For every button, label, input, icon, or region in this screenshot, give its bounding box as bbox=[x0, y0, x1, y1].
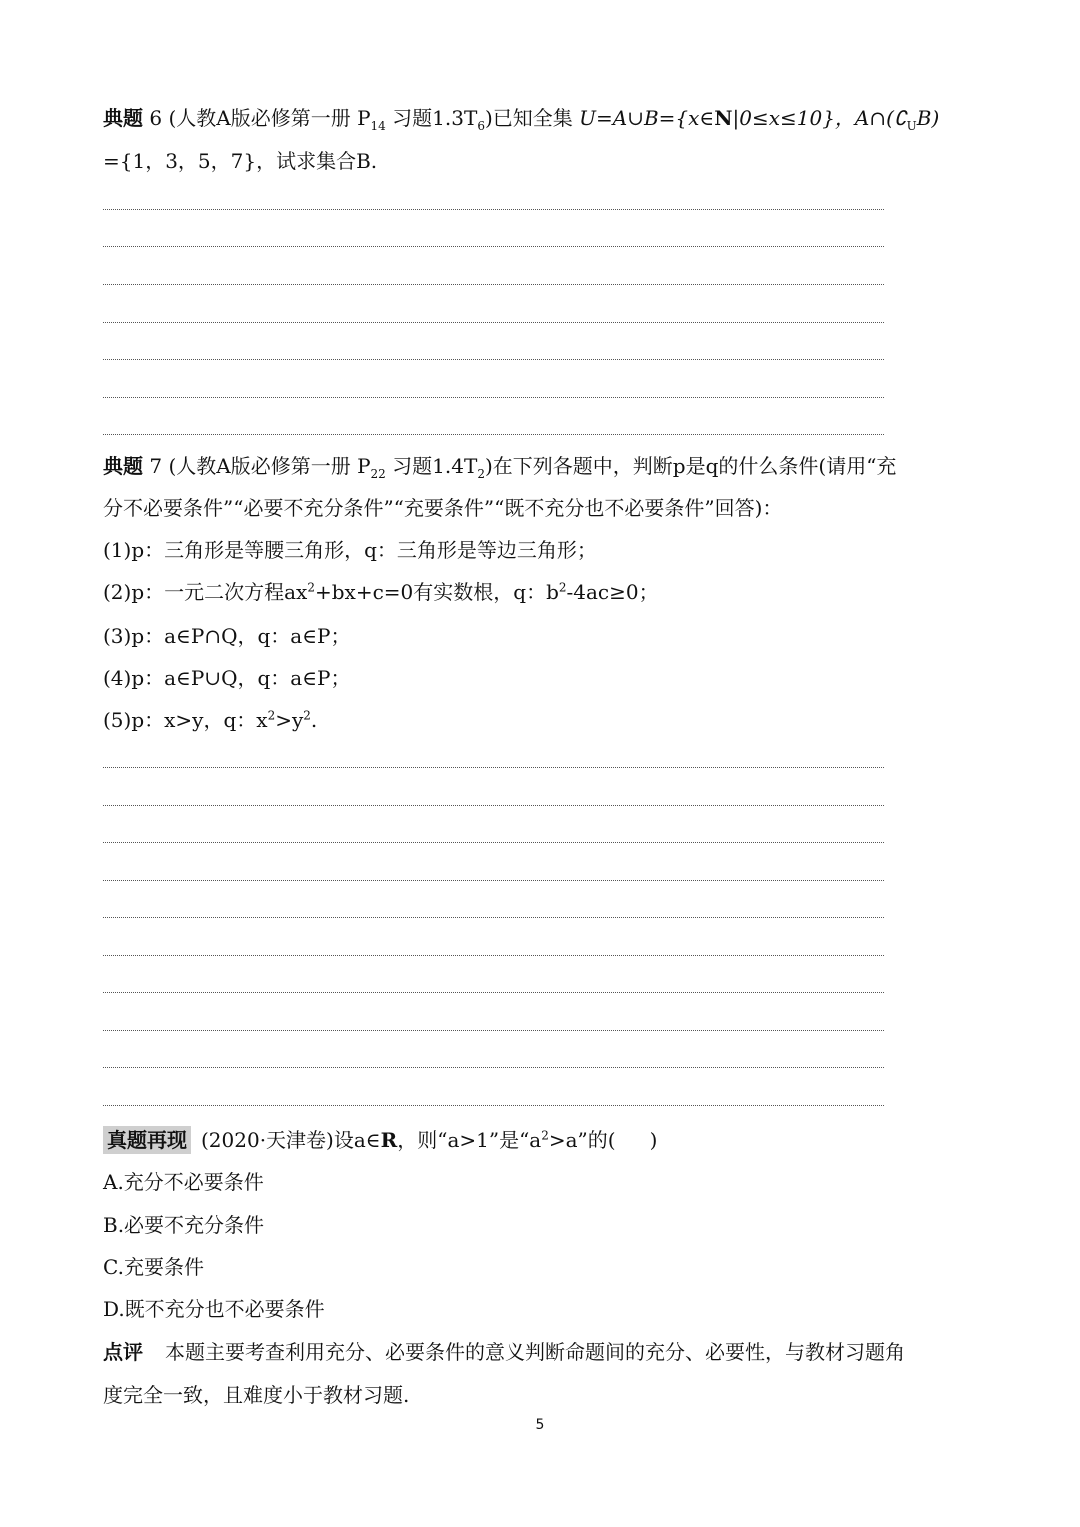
problem6-text-c: |0≤x≤10}，A∩(∁ bbox=[732, 106, 907, 130]
item2-sup1: 2 bbox=[307, 580, 315, 595]
problem6-text-a: 已知全集 bbox=[492, 106, 573, 130]
problem7-number: 7 bbox=[149, 454, 163, 478]
problem6-exercise-sub: 6 bbox=[477, 119, 485, 133]
item5-a: (5)p：x>y，q：x bbox=[103, 708, 268, 732]
real-exam-R: R bbox=[380, 1128, 398, 1152]
problem6-label: 典题 bbox=[103, 106, 143, 130]
answer-line[interactable] bbox=[103, 1030, 884, 1031]
option-c: C.充要条件 bbox=[103, 1255, 204, 1279]
problem6-line1 bbox=[103, 104, 939, 132]
problem6-text-b: U=A∪B={x∈ bbox=[579, 106, 715, 130]
item5-c: . bbox=[310, 708, 318, 732]
real-exam-sup: 2 bbox=[541, 1128, 549, 1143]
answer-line[interactable] bbox=[103, 880, 884, 881]
problem6-line2: ={1，3，5，7}，试求集合B. bbox=[103, 149, 378, 173]
item5-sup1: 2 bbox=[267, 708, 276, 723]
real-exam-tag: 真题再现 bbox=[103, 1126, 191, 1154]
real-exam-text-a: (2020·天津卷)设a∈ bbox=[201, 1128, 381, 1152]
problem7-label: 典题 bbox=[103, 454, 143, 478]
answer-line[interactable] bbox=[103, 1105, 884, 1106]
item5-b: >y bbox=[275, 708, 304, 732]
problem7-line1 bbox=[103, 452, 896, 480]
problem7-item2 bbox=[103, 578, 659, 606]
option-b: B.必要不充分条件 bbox=[103, 1213, 265, 1237]
comment-text1: 本题主要考查利用充分、必要条件的意义判断命题间的充分、必要性，与教材习题角 bbox=[165, 1340, 905, 1364]
answer-line[interactable] bbox=[103, 1067, 884, 1068]
option-a: A.充分不必要条件 bbox=[103, 1170, 264, 1194]
option-d: D.既不充分也不必要条件 bbox=[103, 1297, 325, 1321]
answer-line[interactable] bbox=[103, 284, 884, 285]
answer-line[interactable] bbox=[103, 397, 884, 398]
answer-line[interactable] bbox=[103, 842, 884, 843]
answer-line[interactable] bbox=[103, 434, 884, 435]
real-exam-text-c: >a”的( bbox=[548, 1128, 616, 1152]
problem6-complement-sub: U bbox=[906, 119, 917, 133]
answer-line[interactable] bbox=[103, 246, 884, 247]
problem6-page: P bbox=[357, 106, 371, 130]
item2-b: +bx+c=0有实数根，q：b bbox=[314, 580, 559, 604]
item5-sup2: 2 bbox=[303, 708, 311, 723]
answer-line[interactable] bbox=[103, 992, 884, 993]
real-exam-close: ) bbox=[649, 1128, 658, 1152]
real-exam-question bbox=[103, 1126, 657, 1154]
problem7-exercise-sub: 2 bbox=[477, 467, 485, 481]
problem7-source: (人教A版必修第一册 bbox=[168, 454, 351, 478]
comment-line1 bbox=[103, 1338, 905, 1366]
problem7-item5 bbox=[103, 706, 317, 734]
real-exam-text-b: ，则“a>1”是“a bbox=[397, 1128, 542, 1152]
problem7-line2: 分不必要条件”“必要不充分条件”“充要条件”“既不充分也不必要条件”回答)： bbox=[103, 496, 783, 520]
problem7-item1: (1)p：三角形是等腰三角形，q：三角形是等边三角形； bbox=[103, 538, 597, 562]
problem6-page-sub: 14 bbox=[370, 119, 386, 133]
problem7-text-a: 在下列各题中，判断p是q的什么条件(请用“充 bbox=[492, 454, 897, 478]
problem6-number: 6 bbox=[149, 106, 163, 130]
problem7-item4: (4)p：a∈P∪Q，q：a∈P； bbox=[103, 666, 351, 690]
problem7-page: P bbox=[357, 454, 371, 478]
answer-line[interactable] bbox=[103, 805, 884, 806]
answer-line[interactable] bbox=[103, 767, 884, 768]
problem6-exercise: 习题1.3T bbox=[392, 106, 478, 130]
problem6-text-d: B) bbox=[916, 106, 940, 130]
answer-line[interactable] bbox=[103, 322, 884, 323]
problem6-N: N bbox=[714, 106, 733, 130]
problem7-item3: (3)p：a∈P∩Q，q：a∈P； bbox=[103, 624, 351, 648]
page-number: 5 bbox=[535, 1417, 545, 1433]
problem6-source: (人教A版必修第一册 bbox=[168, 106, 351, 130]
item2-a: (2)p：一元二次方程ax bbox=[103, 580, 308, 604]
problem7-exercise: 习题1.4T bbox=[392, 454, 478, 478]
answer-line[interactable] bbox=[103, 209, 884, 210]
answer-line[interactable] bbox=[103, 955, 884, 956]
problem7-page-sub: 22 bbox=[370, 467, 386, 481]
comment-line2: 度完全一致，且难度小于教材习题. bbox=[103, 1383, 410, 1407]
answer-line[interactable] bbox=[103, 359, 884, 360]
answer-line[interactable] bbox=[103, 917, 884, 918]
problem7-close: ) bbox=[484, 454, 493, 478]
item2-sup2: 2 bbox=[558, 580, 567, 595]
comment-label: 点评 bbox=[103, 1340, 143, 1364]
item2-c: -4ac≥0； bbox=[566, 580, 659, 604]
problem6-close: ) bbox=[484, 106, 493, 130]
